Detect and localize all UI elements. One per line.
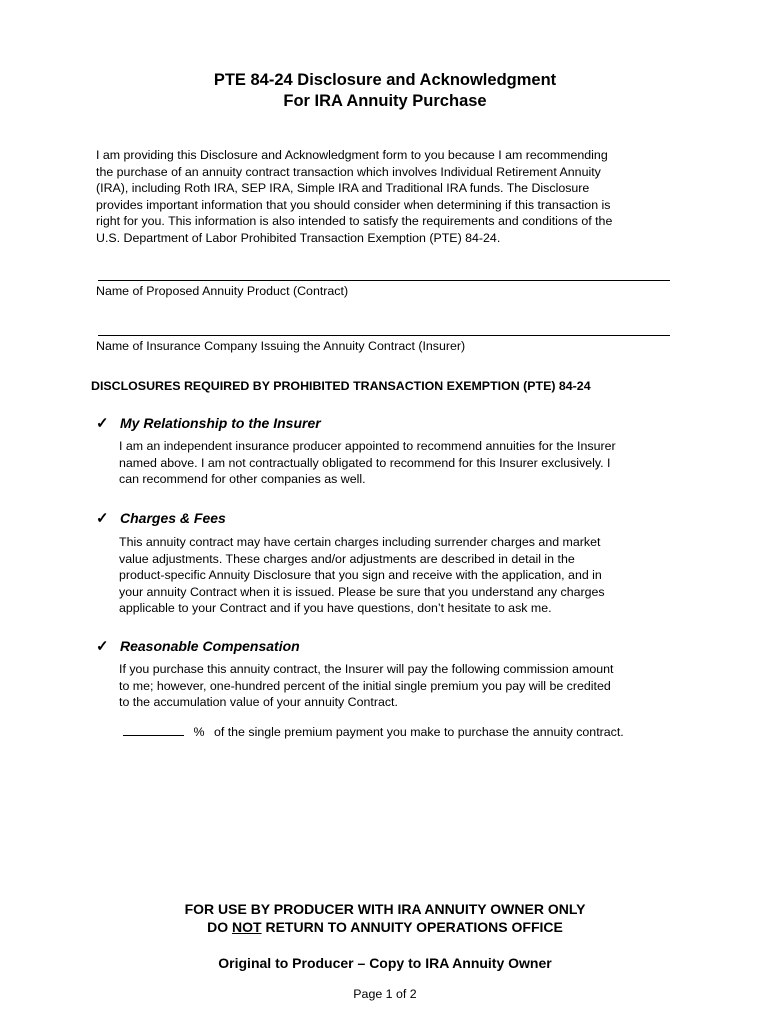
footer-not-underlined: NOT	[232, 919, 262, 935]
item-body-charges	[119, 534, 684, 617]
item-line: can recommend for other companies as well.	[119, 472, 366, 487]
intro-paragraph	[96, 147, 686, 247]
page-number: Page 1 of 2	[353, 987, 417, 1001]
intro-line: provides important information that you should consider when determining if this transaction is	[96, 197, 611, 212]
item-line: to me; however, one-hundred percent of the initial single premium you pay will be credited	[119, 678, 611, 693]
percent-sign: %	[193, 725, 205, 739]
footer-notice	[0, 900, 770, 936]
checkmark-icon: ✓	[96, 638, 109, 655]
item-heading-charges	[96, 509, 226, 528]
item-heading-text: My Relationship to the Insurer	[120, 415, 321, 431]
item-line: applicable to your Contract and if you have questions, don’t hesitate to ask me.	[119, 601, 552, 616]
footer-do: DO	[207, 919, 233, 935]
insurer-name-field[interactable]	[98, 335, 670, 336]
disclosures-heading: DISCLOSURES REQUIRED BY PROHIBITED TRANSACTION EXEMPTION (PTE) 84-24	[91, 379, 591, 393]
item-line: value adjustments. These charges and/or adjustments are described in detail in the	[119, 551, 575, 566]
product-name-label: Name of Proposed Annuity Product (Contract)	[96, 284, 349, 298]
item-heading-compensation	[96, 637, 300, 656]
item-line: If you purchase this annuity contract, the Insurer will pay the following commission amount	[119, 662, 614, 676]
intro-line: I am providing this Disclosure and Acknowledgment form to you because I am recommending	[96, 148, 608, 162]
title-line-1: PTE 84-24 Disclosure and Acknowledgment	[213, 71, 557, 89]
item-line: your annuity Contract when it is issued. Please be sure that you understand any charges	[119, 584, 605, 599]
checkmark-icon: ✓	[96, 510, 109, 527]
item-heading-relationship	[96, 414, 321, 433]
item-line: named above. I am not contractually obligated to recommend for this Insurer exclusively. I	[119, 455, 611, 470]
footer-return: RETURN TO ANNUITY OPERATIONS OFFICE	[261, 919, 563, 935]
item-body-compensation	[119, 661, 684, 711]
title-line-2: For IRA Annuity Purchase	[283, 92, 487, 110]
intro-line: the purchase of an annuity contract transaction which involves Individual Retirement Annuity	[96, 164, 601, 179]
intro-line: right for you. This information is also intended to satisfy the requirements and conditions of the	[96, 214, 613, 229]
intro-line: U.S. Department of Labor Prohibited Transaction Exemption (PTE) 84-24.	[96, 230, 501, 245]
document-title	[0, 70, 770, 112]
item-body-relationship	[119, 438, 684, 488]
item-heading-text: Charges & Fees	[120, 510, 226, 526]
footer-line-2	[0, 918, 770, 936]
distribution-note: Original to Producer – Copy to IRA Annuity Owner	[218, 955, 552, 971]
insurer-name-label: Name of Insurance Company Issuing the Annuity Contract (Insurer)	[96, 339, 466, 353]
item-line: to the accumulation value of your annuity Contract.	[119, 695, 398, 710]
intro-line: (IRA), including Roth IRA, SEP IRA, Simple IRA and Traditional IRA funds. The Disclosure	[96, 181, 590, 196]
footer-line-1: FOR USE BY PRODUCER WITH IRA ANNUITY OWNER ONLY	[184, 901, 586, 917]
item-heading-text: Reasonable Compensation	[120, 638, 300, 654]
product-name-field[interactable]	[98, 280, 670, 281]
item-line: I am an independent insurance producer appointed to recommend annuities for the Insurer	[119, 439, 616, 453]
commission-percent-line	[123, 724, 624, 740]
commission-percent-field[interactable]	[123, 724, 184, 736]
commission-text: of the single premium payment you make to purchase the annuity contract.	[213, 725, 624, 739]
item-line: product-specific Annuity Disclosure that you sign and receive with the application, and in	[119, 568, 602, 583]
checkmark-icon: ✓	[96, 415, 109, 432]
item-line: This annuity contract may have certain charges including surrender charges and market	[119, 535, 601, 549]
